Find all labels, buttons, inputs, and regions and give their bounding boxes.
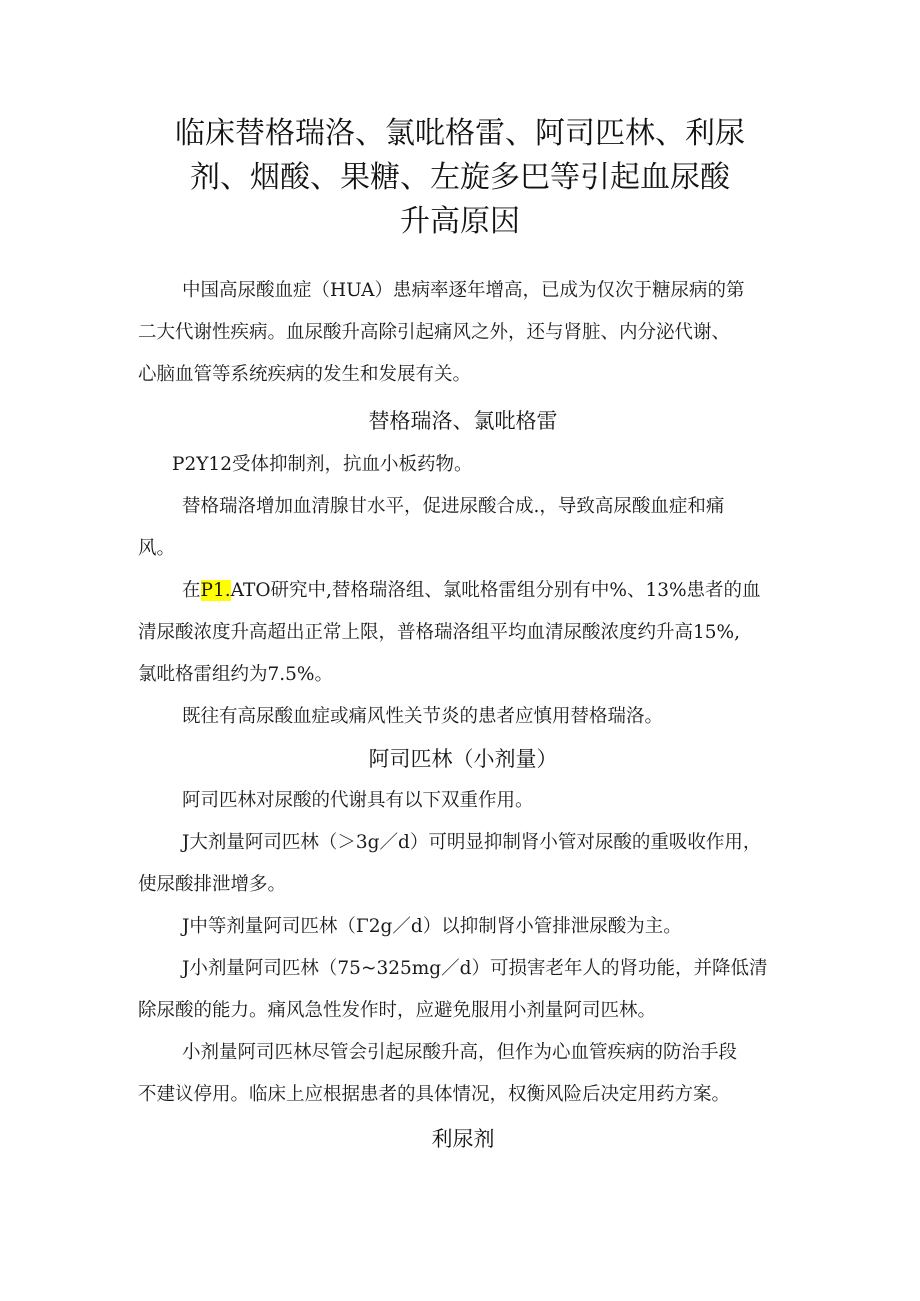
s2-p5-line-1: 小剂量阿司匹林尽管会引起尿酸升高，但作为心血管疾病的防治手段	[182, 1042, 738, 1063]
s1-p3-line-1	[138, 570, 788, 612]
section-heading-aspirin: 阿司匹林（小剂量）	[368, 747, 558, 771]
s2-p2-line-2: 使尿酸排泄增多。	[138, 874, 287, 895]
s1-paragraph-2	[138, 486, 788, 570]
s1-p3-line-3: 氯吡格雷组约为7.5%。	[138, 664, 334, 685]
s1-p2-line-1: 替格瑞洛增加血清腺甘水平，促进尿酸合成.，导致高尿酸血症和痛	[182, 496, 725, 517]
title-line-3: 升高原因	[400, 204, 520, 239]
document-title	[120, 112, 800, 244]
intro-line-1: 中国高尿酸血症（HUA）患病率逐年增高，已成为仅次于糖尿病的第	[182, 280, 745, 301]
s2-p4-line-2: 除尿酸的能力。痛风急性发作时，应避免服用小剂量阿司匹林。	[138, 1000, 657, 1021]
section-heading-diuretics: 利尿剂	[431, 1127, 495, 1151]
s2-paragraph-4	[138, 948, 788, 1032]
intro-paragraph	[138, 270, 788, 396]
s2-p4-line-1: J小剂量阿司匹林（75~325mg／d）可损害老年人的肾功能，并降低清	[182, 958, 768, 979]
highlighted-text: P1.	[200, 580, 231, 601]
s1-p3-line-2: 清尿酸浓度升高超出正常上限，普格瑞洛组平均血清尿酸浓度约升高15%,	[138, 622, 741, 643]
s1-paragraph-4	[138, 696, 788, 738]
s1-paragraph-3	[138, 570, 788, 696]
title-line-1: 临床替格瑞洛、氯吡格雷、阿司匹林、利尿	[175, 116, 745, 151]
s1-p3-prefix: 在	[182, 580, 201, 601]
s2-paragraph-1	[138, 780, 788, 822]
s1-paragraph-1	[138, 444, 788, 486]
s2-paragraph-5	[138, 1032, 788, 1116]
s2-p3-line: J中等剂量阿司匹林（Γ2g／d）以抑制肾小管排泄尿酸为主。	[182, 916, 682, 937]
intro-line-3: 心脑血管等系统疾病的发生和发展有关。	[138, 364, 472, 385]
intro-line-2: 二大代谢性疾病。血尿酸升高除引起痛风之外，还与肾脏、内分泌代谢、	[138, 322, 731, 343]
s1-p2-line-2: 风。	[138, 538, 176, 559]
s2-paragraph-2	[138, 822, 788, 906]
title-line-2: 剂、烟酸、果糖、左旋多巴等引起血尿酸	[190, 160, 730, 195]
s1-p1-line: P2Y12受体抑制剂，抗血小板药物。	[172, 454, 473, 475]
s1-p4-line: 既往有高尿酸血症或痛风性关节炎的患者应慎用替格瑞洛。	[182, 706, 664, 727]
s2-p5-line-2: 不建议停用。临床上应根据患者的具体情况，权衡风险后决定用药方案。	[138, 1084, 731, 1105]
s1-p3-rest: ATO研究中,替格瑞洛组、氯吡格雷组分别有中%、13%患者的血	[230, 580, 761, 601]
s2-p2-line-1: J大剂量阿司匹林（＞3g／d）可明显抑制肾小管对尿酸的重吸收作用，	[182, 832, 762, 853]
s2-p1-line: 阿司匹林对尿酸的代谢具有以下双重作用。	[182, 790, 534, 811]
s2-paragraph-3	[138, 906, 788, 948]
section-heading-ticagrelor: 替格瑞洛、氯吡格雷	[368, 409, 558, 433]
